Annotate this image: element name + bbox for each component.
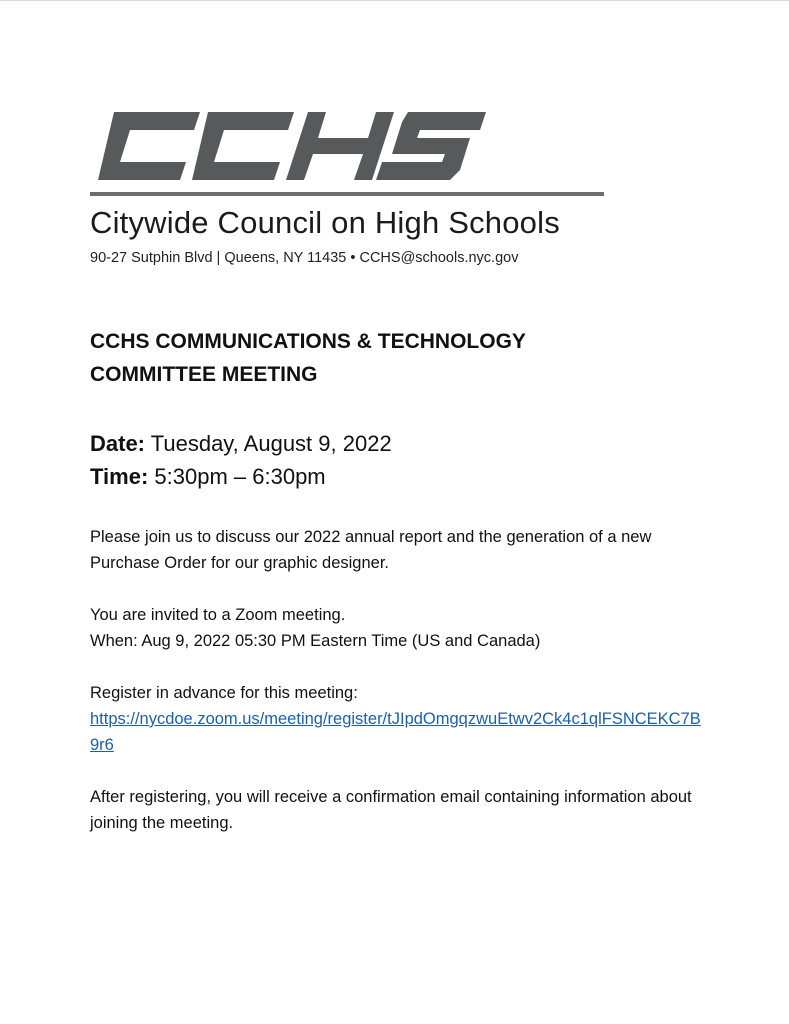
- register-link[interactable]: https://nycdoe.zoom.us/meeting/register/tJIpdOmgqzwuEtwv2Ck4c1qlFSNCEKC7B9r6: [90, 710, 701, 754]
- org-address: 90-27 Sutphin Blvd | Queens, NY 11435 • CCHS@schools.nyc.gov: [90, 250, 519, 266]
- meeting-date: [90, 427, 730, 460]
- cchs-logo: [90, 108, 610, 200]
- page-top-border: [0, 0, 789, 1]
- meeting-time: [90, 460, 730, 493]
- after-register-paragraph: After registering, you will receive a confirmation email containing information about joining the meeting.: [90, 788, 692, 832]
- date-value: Tuesday, August 9, 2022: [150, 431, 392, 456]
- zoom-paragraph: [90, 602, 710, 654]
- register-paragraph: [90, 680, 710, 758]
- date-label: Date:: [90, 431, 146, 456]
- cchs-logo-graphic: [90, 108, 610, 200]
- meeting-title: CCHS COMMUNICATIONS & TECHNOLOGY COMMITTEE MEETING: [90, 330, 526, 386]
- register-intro-text: Register in advance for this meeting:: [90, 684, 358, 702]
- org-name: Citywide Council on High Schools: [90, 205, 560, 240]
- zoom-when-text: When: Aug 9, 2022 05:30 PM Eastern Time (US and Canada): [90, 632, 541, 650]
- time-value: 5:30pm – 6:30pm: [154, 464, 326, 489]
- time-label: Time:: [90, 464, 149, 489]
- zoom-invite-text: You are invited to a Zoom meeting.: [90, 606, 346, 624]
- document-page: [90, 108, 730, 836]
- discussion-paragraph: Please join us to discuss our 2022 annual report and the generation of a new Purchase Order for our graphic designer.: [90, 528, 652, 572]
